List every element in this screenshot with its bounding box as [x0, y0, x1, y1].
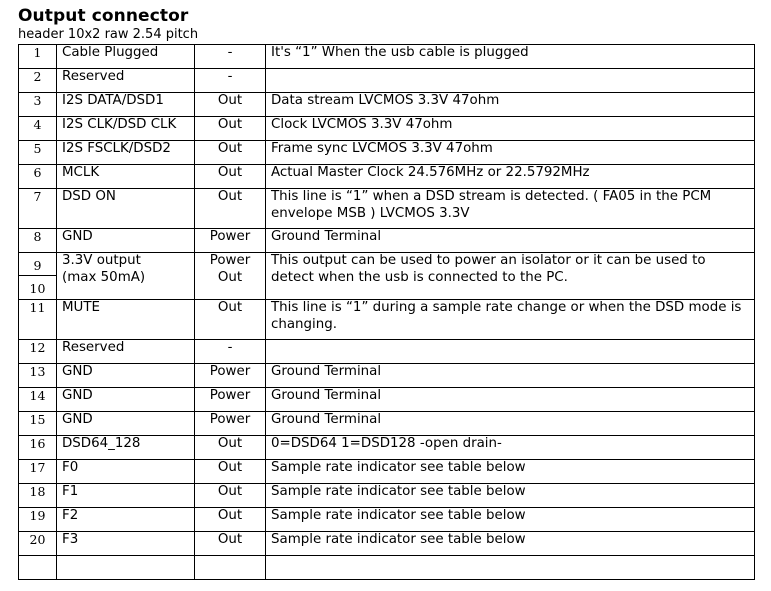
- pin-number: 16: [19, 436, 57, 460]
- table-row: [19, 340, 755, 364]
- table-row: [19, 364, 755, 388]
- pin-description: 0=DSD64 1=DSD128 -open drain-: [266, 436, 755, 460]
- pin-number: 6: [19, 165, 57, 189]
- pin-description: Ground Terminal: [266, 229, 755, 253]
- pin-description: [266, 69, 755, 93]
- pin-description: Clock LVCMOS 3.3V 47ohm: [266, 117, 755, 141]
- pin-direction: [195, 253, 266, 300]
- table-row: [19, 508, 755, 532]
- pin-description: This line is “1” when a DSD stream is detected. ( FA05 in the PCM envelope MSB ) LVCMOS 3.3V: [266, 189, 755, 229]
- pin-number: 3: [19, 93, 57, 117]
- pin-name: F3: [57, 532, 195, 556]
- pin-number: 14: [19, 388, 57, 412]
- pin-number: 8: [19, 229, 57, 253]
- pin-number: 19: [19, 508, 57, 532]
- pinout-table: [18, 44, 755, 580]
- pin-direction: Out: [195, 460, 266, 484]
- pin-name: [57, 556, 195, 580]
- pin-direction: -: [195, 45, 266, 69]
- pin-direction-line: Out: [217, 269, 243, 285]
- pin-description: Sample rate indicator see table below: [266, 484, 755, 508]
- table-row: [19, 436, 755, 460]
- table-row: [19, 300, 755, 340]
- table-row: [19, 532, 755, 556]
- pin-description: It's “1” When the usb cable is plugged: [266, 45, 755, 69]
- pin-direction: Out: [195, 93, 266, 117]
- pin-name: F0: [57, 460, 195, 484]
- pin-name: MUTE: [57, 300, 195, 340]
- pin-description: Ground Terminal: [266, 412, 755, 436]
- pin-name: GND: [57, 388, 195, 412]
- pin-description: Frame sync LVCMOS 3.3V 47ohm: [266, 141, 755, 165]
- pin-direction: Out: [195, 165, 266, 189]
- pin-direction: Power: [195, 412, 266, 436]
- pin-name: I2S CLK/DSD CLK: [57, 117, 195, 141]
- pin-name: DSD64_128: [57, 436, 195, 460]
- pin-name: F1: [57, 484, 195, 508]
- pin-direction: Out: [195, 300, 266, 340]
- pin-direction: Out: [195, 436, 266, 460]
- pin-name: I2S FSCLK/DSD2: [57, 141, 195, 165]
- pin-description: Data stream LVCMOS 3.3V 47ohm: [266, 93, 755, 117]
- page-subtitle: header 10x2 raw 2.54 pitch: [18, 27, 199, 42]
- pin-name: I2S DATA/DSD1: [57, 93, 195, 117]
- pin-direction: -: [195, 69, 266, 93]
- table-row: [19, 412, 755, 436]
- pin-number: 5: [19, 141, 57, 165]
- pin-number: 4: [19, 117, 57, 141]
- table-row: [19, 484, 755, 508]
- pin-name: DSD ON: [57, 189, 195, 229]
- table-row: [19, 388, 755, 412]
- pin-name: GND: [57, 229, 195, 253]
- pin-name-line: (max 50mA): [62, 269, 146, 285]
- pin-number: 1: [19, 45, 57, 69]
- pin-number: 12: [19, 340, 57, 364]
- pin-number: 13: [19, 364, 57, 388]
- table-row: [19, 45, 755, 69]
- pin-number: 2: [19, 69, 57, 93]
- table-row: [19, 460, 755, 484]
- pin-number: [19, 556, 57, 580]
- pin-number: 17: [19, 460, 57, 484]
- pin-description: Ground Terminal: [266, 364, 755, 388]
- pin-direction: Out: [195, 532, 266, 556]
- pin-description: Sample rate indicator see table below: [266, 460, 755, 484]
- pin-number: 7: [19, 189, 57, 229]
- table-row: [19, 69, 755, 93]
- pin-name: GND: [57, 364, 195, 388]
- pin-direction: Out: [195, 508, 266, 532]
- table-row: [19, 556, 755, 580]
- pin-name: GND: [57, 412, 195, 436]
- table-row: [19, 189, 755, 229]
- pin-direction: -: [195, 340, 266, 364]
- pin-description: Actual Master Clock 24.576MHz or 22.5792MHz: [266, 165, 755, 189]
- table-row: [19, 229, 755, 253]
- pin-number: 15: [19, 412, 57, 436]
- pin-description: [266, 340, 755, 364]
- pin-direction: Out: [195, 484, 266, 508]
- table-row: [19, 117, 755, 141]
- pin-name-line: 3.3V output: [62, 253, 141, 268]
- pin-direction: Power: [195, 388, 266, 412]
- table-row: [19, 141, 755, 165]
- pin-name: [57, 253, 195, 300]
- pin-number: 10: [29, 281, 46, 296]
- pin-number: 20: [19, 532, 57, 556]
- pin-description: Sample rate indicator see table below: [266, 532, 755, 556]
- pin-name: Cable Plugged: [57, 45, 195, 69]
- pin-number: 11: [19, 300, 57, 340]
- pin-number: 18: [19, 484, 57, 508]
- pin-description: Sample rate indicator see table below: [266, 508, 755, 532]
- pin-description: [266, 556, 755, 580]
- pin-name: Reserved: [57, 69, 195, 93]
- pin-description: This output can be used to power an isolator or it can be used to detect when the usb is connected to the PC.: [266, 253, 755, 300]
- page-title: Output connector: [18, 6, 189, 26]
- pin-direction-line: Power: [209, 253, 251, 268]
- pin-number: 9: [33, 258, 42, 273]
- pin-description: Ground Terminal: [266, 388, 755, 412]
- pin-direction: Out: [195, 117, 266, 141]
- divider: [19, 275, 56, 276]
- pin-direction: Out: [195, 189, 266, 229]
- pin-name: F2: [57, 508, 195, 532]
- pin-name: Reserved: [57, 340, 195, 364]
- table-row: [19, 165, 755, 189]
- pin-number-pair: [19, 253, 57, 300]
- pin-description: This line is “1” during a sample rate change or when the DSD mode is changing.: [266, 300, 755, 340]
- table-row: [19, 253, 755, 300]
- table-row: [19, 93, 755, 117]
- pin-direction: Power: [195, 364, 266, 388]
- pin-direction: [195, 556, 266, 580]
- pin-name: MCLK: [57, 165, 195, 189]
- pin-direction: Power: [195, 229, 266, 253]
- pin-direction: Out: [195, 141, 266, 165]
